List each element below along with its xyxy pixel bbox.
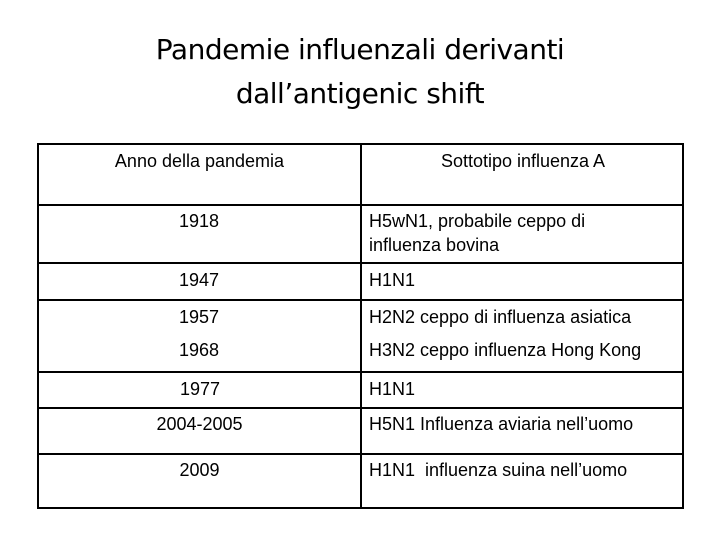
cell-year: 1918 <box>179 211 220 231</box>
table-row <box>39 301 682 338</box>
cell-year: 2004-2005 <box>156 414 243 434</box>
slide-title-line-2: dall’antigenic shift <box>235 77 485 110</box>
slide-title-line-1: Pandemie influenzali derivanti <box>155 33 565 66</box>
cell-subtype: H1N1 <box>369 379 416 399</box>
cell-subtype: H5N1 Influenza aviaria nell’uomo <box>369 414 634 434</box>
table-row <box>39 373 682 409</box>
cell-subtype: H3N2 ceppo influenza Hong Kong <box>369 340 642 360</box>
cell-subtype: H1N1 influenza suina nell’uomo <box>369 460 628 480</box>
slide-title <box>0 28 720 116</box>
cell-subtype: H2N2 ceppo di influenza asiatica <box>369 307 632 327</box>
table-header-row <box>39 145 682 206</box>
cell-year: 2009 <box>179 460 220 480</box>
table-row <box>39 206 682 264</box>
cell-year: 1957 <box>179 307 220 327</box>
cell-year: 1947 <box>179 270 220 290</box>
header-subtype: Sottotipo influenza A <box>440 151 606 171</box>
table-row <box>39 409 682 455</box>
table-row <box>39 264 682 301</box>
cell-subtype: H5wN1, probabile ceppo di influenza bovina <box>369 211 586 255</box>
cell-subtype: H1N1 <box>369 270 416 290</box>
header-year: Anno della pandemia <box>114 151 285 171</box>
table-row <box>39 455 682 507</box>
cell-year: 1977 <box>180 379 221 399</box>
cell-year: 1968 <box>179 340 220 360</box>
pandemic-table <box>37 143 684 509</box>
table-row <box>39 338 682 373</box>
